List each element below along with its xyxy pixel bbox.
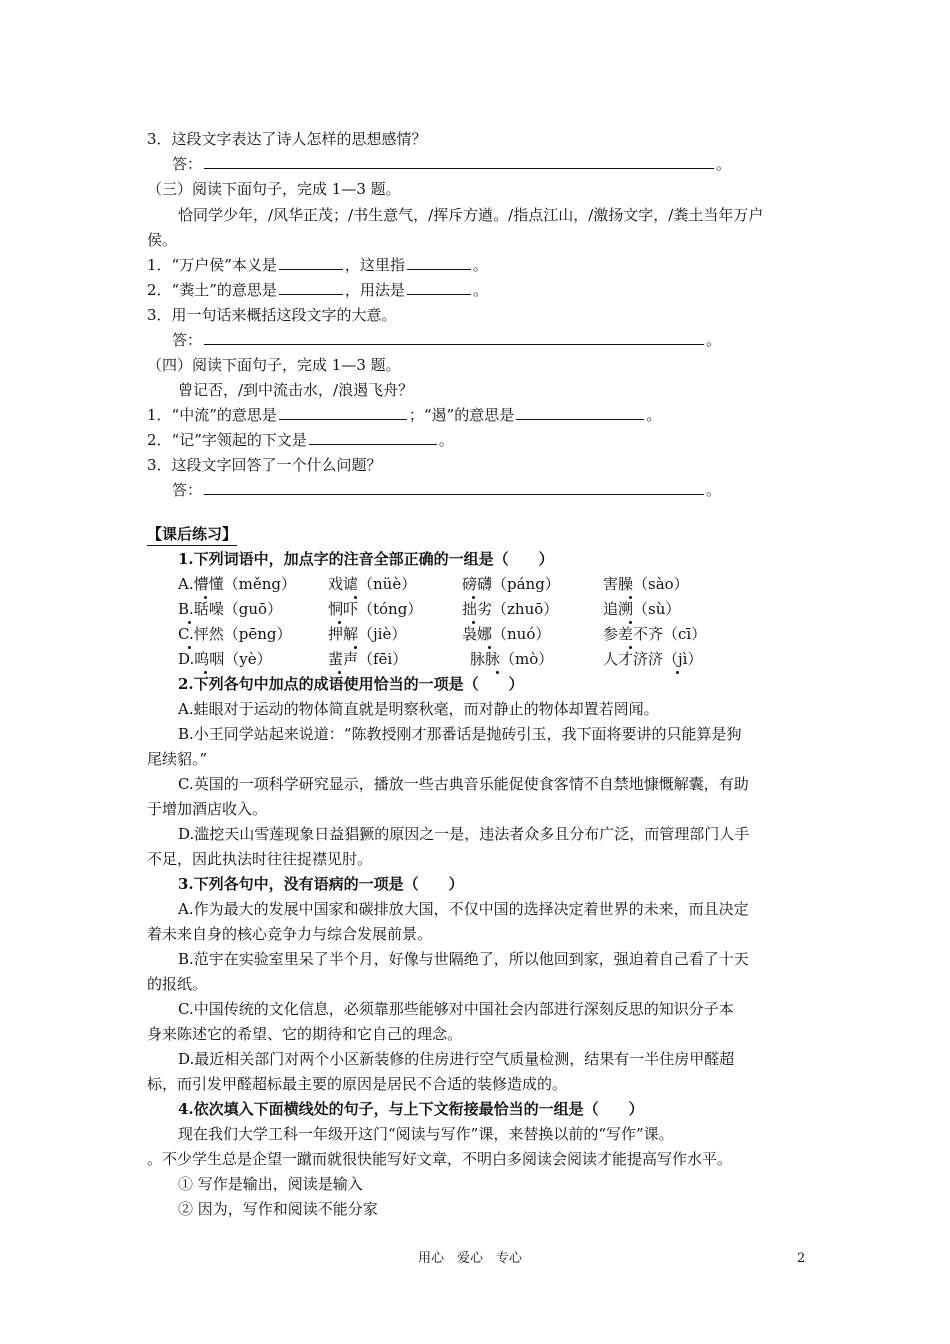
option-cell: 参差不齐（cī） [603,625,707,643]
option-cell: 追溯（sù） [603,600,681,618]
passage-line: 侯。 [147,231,178,249]
question-3: 3．这段文字表达了诗人怎样的思想感情？ [147,130,427,148]
option-d: D.最近相关部门对两个小区新装修的住房进行空气质量检测，结果有一半住房甲醛超 [178,1050,735,1068]
end-mark: 。 [646,406,662,424]
question-text: ，这里指 [344,256,405,274]
end-mark: 。 [706,481,722,499]
emphasis-dot [472,596,475,599]
question-1 [147,404,661,426]
blank[interactable] [279,405,407,420]
option-cell: 害臊（sào） [603,575,689,593]
passage-line: 。不少学生总是企望一蹴而就很快能写好文章，不明白多阅读会阅读才能提高写作水平。 [147,1150,733,1168]
emphasis-dot [188,621,191,624]
passage-line: 恰同学少年，/风华正茂；/书生意气，/挥斥方遒。/指点江山，/激扬文字，/粪土当年万户 [178,206,764,224]
question-2 [147,429,454,451]
answer-label: 答： [172,331,203,349]
section-heading: （三）阅读下面句子，完成 1—3 题。 [147,180,401,198]
question-text: 2．“粪土”的意思是 [147,281,277,299]
section-heading: （四）阅读下面句子，完成 1—3 题。 [147,356,401,374]
option-cell: 押解（jiè） [328,625,407,643]
option-cell: 拙劣（zhuō） [462,600,559,618]
question-3: 3．这段文字回答了一个什么问题？ [147,456,382,474]
option-cell: 脉脉（mò） [470,650,554,668]
option-cell: 磅礴（páng） [462,575,560,593]
question-1 [147,254,488,276]
option-cell: B.聒噪（guō） [178,600,283,618]
option-cell: 人才济济（jì） [603,650,703,668]
answer-blank[interactable] [204,330,704,345]
answer-blank[interactable] [204,480,704,495]
emphasis-dot [629,596,632,599]
answer-line [172,153,731,175]
option-d: D.滥挖天山雪莲现象日益猖獗的原因之一是，违法者众多且分布广泛，而管理部门人手 [178,825,750,843]
option-a: A.蛙眼对于运动的物体简直就是明察秋毫，而对静止的物体却置若罔闻。 [178,700,659,718]
passage-line: 现在我们大学工科一年级开这门“阅读与写作”课，来替换以前的“写作”课。 [178,1125,674,1143]
option-cell: 戏谑（nüè） [328,575,417,593]
question-text: 2．“记”字领起的下文是 [147,431,307,449]
end-mark: 。 [472,281,488,299]
emphasis-dot [488,646,491,649]
blank[interactable] [407,255,471,270]
answer-line [172,329,721,351]
question-2 [147,279,488,301]
option-cell: 恫吓（tóng） [328,600,423,618]
emphasis-dot [472,621,475,624]
option-cell: C.怦然（pēng） [178,625,292,643]
choice-2: ② 因为，写作和阅读不能分家 [178,1200,378,1218]
answer-label: 答： [172,481,203,499]
option-d-cont: 不足，因此执法时往往捉襟见肘。 [147,850,373,868]
option-d-cont: 标，而引发甲醛超标最主要的原因是居民不合适的装修造成的。 [147,1075,568,1093]
question-text: ，用法是 [344,281,405,299]
exercise-4-stem: 4.依次填入下面横线处的句子，与上下文衔接最恰当的一组是（ ） [178,1100,644,1118]
question-text: ；“遏”的意思是 [408,406,515,424]
option-c-cont: 于增加酒店收入。 [147,800,268,818]
option-b: B.范宇在实验室里呆了半个月，好像与世隔绝了，所以他回到家，强迫着自己看了十天 [178,950,749,968]
emphasis-dot [204,596,207,599]
exercise-1-stem: 1.下列词语中，加点字的注音全部正确的一组是（ ） [178,550,554,568]
answer-line [172,479,721,501]
option-c: C.英国的一项科学研究显示，播放一些古典音乐能促使食客情不自禁地慷慨解囊，有助 [178,775,749,793]
blank[interactable] [279,255,343,270]
option-c: C.中国传统的文化信息，必须靠那些能够对中国社会内部进行深刻反思的知识分子本 [178,1000,734,1018]
passage-line: 曾记否，/到中流击水，/浪遏飞舟？ [178,381,414,399]
option-a: A.作为最大的发展中国家和碳排放大国，不仅中国的选择决定着世界的未来，而且决定 [178,900,749,918]
option-cell: D.呜咽（yè） [178,650,272,668]
emphasis-dot [629,646,632,649]
option-cell: 蜚声（fēi） [328,650,408,668]
question-text: 1．“万户侯”本义是 [147,256,277,274]
option-b-cont: 尾续貂。” [147,750,208,768]
emphasis-dot [676,671,679,674]
blank[interactable] [279,280,343,295]
choice-1: ① 写作是输出，阅读是输入 [178,1175,363,1193]
end-mark: 。 [716,155,732,173]
end-mark: 。 [472,256,488,274]
emphasis-dot [338,621,341,624]
option-cell: 袅娜（nuó） [462,625,551,643]
end-mark: 。 [706,331,722,349]
emphasis-dot [354,646,357,649]
end-mark: 。 [438,431,454,449]
option-b: B.小王同学站起来说道：“陈教授刚才那番话是抛砖引玉，我下面将要讲的只能算是狗 [178,725,742,743]
question-3: 3．用一句话来概括这段文字的大意。 [147,306,397,324]
blank[interactable] [516,405,644,420]
blank[interactable] [309,430,437,445]
option-c-cont: 身来陈述它的希望、它的期待和它自己的理念。 [147,1025,463,1043]
answer-label: 答： [172,155,203,173]
question-text: 1．“中流”的意思是 [147,406,277,424]
exercise-3-stem: 3.下列各句中，没有语病的一项是（ ） [178,875,464,893]
footer-slogan: 用心 爱心 专心 [418,1251,523,1266]
option-b-cont: 的报纸。 [147,975,208,993]
section-heading: 【课后练习】 [147,523,237,546]
page-number: 2 [797,1251,806,1266]
answer-blank[interactable] [204,154,714,169]
option-a-cont: 着未来自身的核心竞争力与综合发展前景。 [147,925,433,943]
emphasis-dot [629,621,632,624]
emphasis-dot [188,646,191,649]
blank[interactable] [407,280,471,295]
exercise-2-stem: 2.下列各句中加点的成语使用恰当的一项是（ ） [178,675,524,693]
emphasis-dot [354,596,357,599]
option-cell: A.懵懂（měng） [178,575,296,593]
